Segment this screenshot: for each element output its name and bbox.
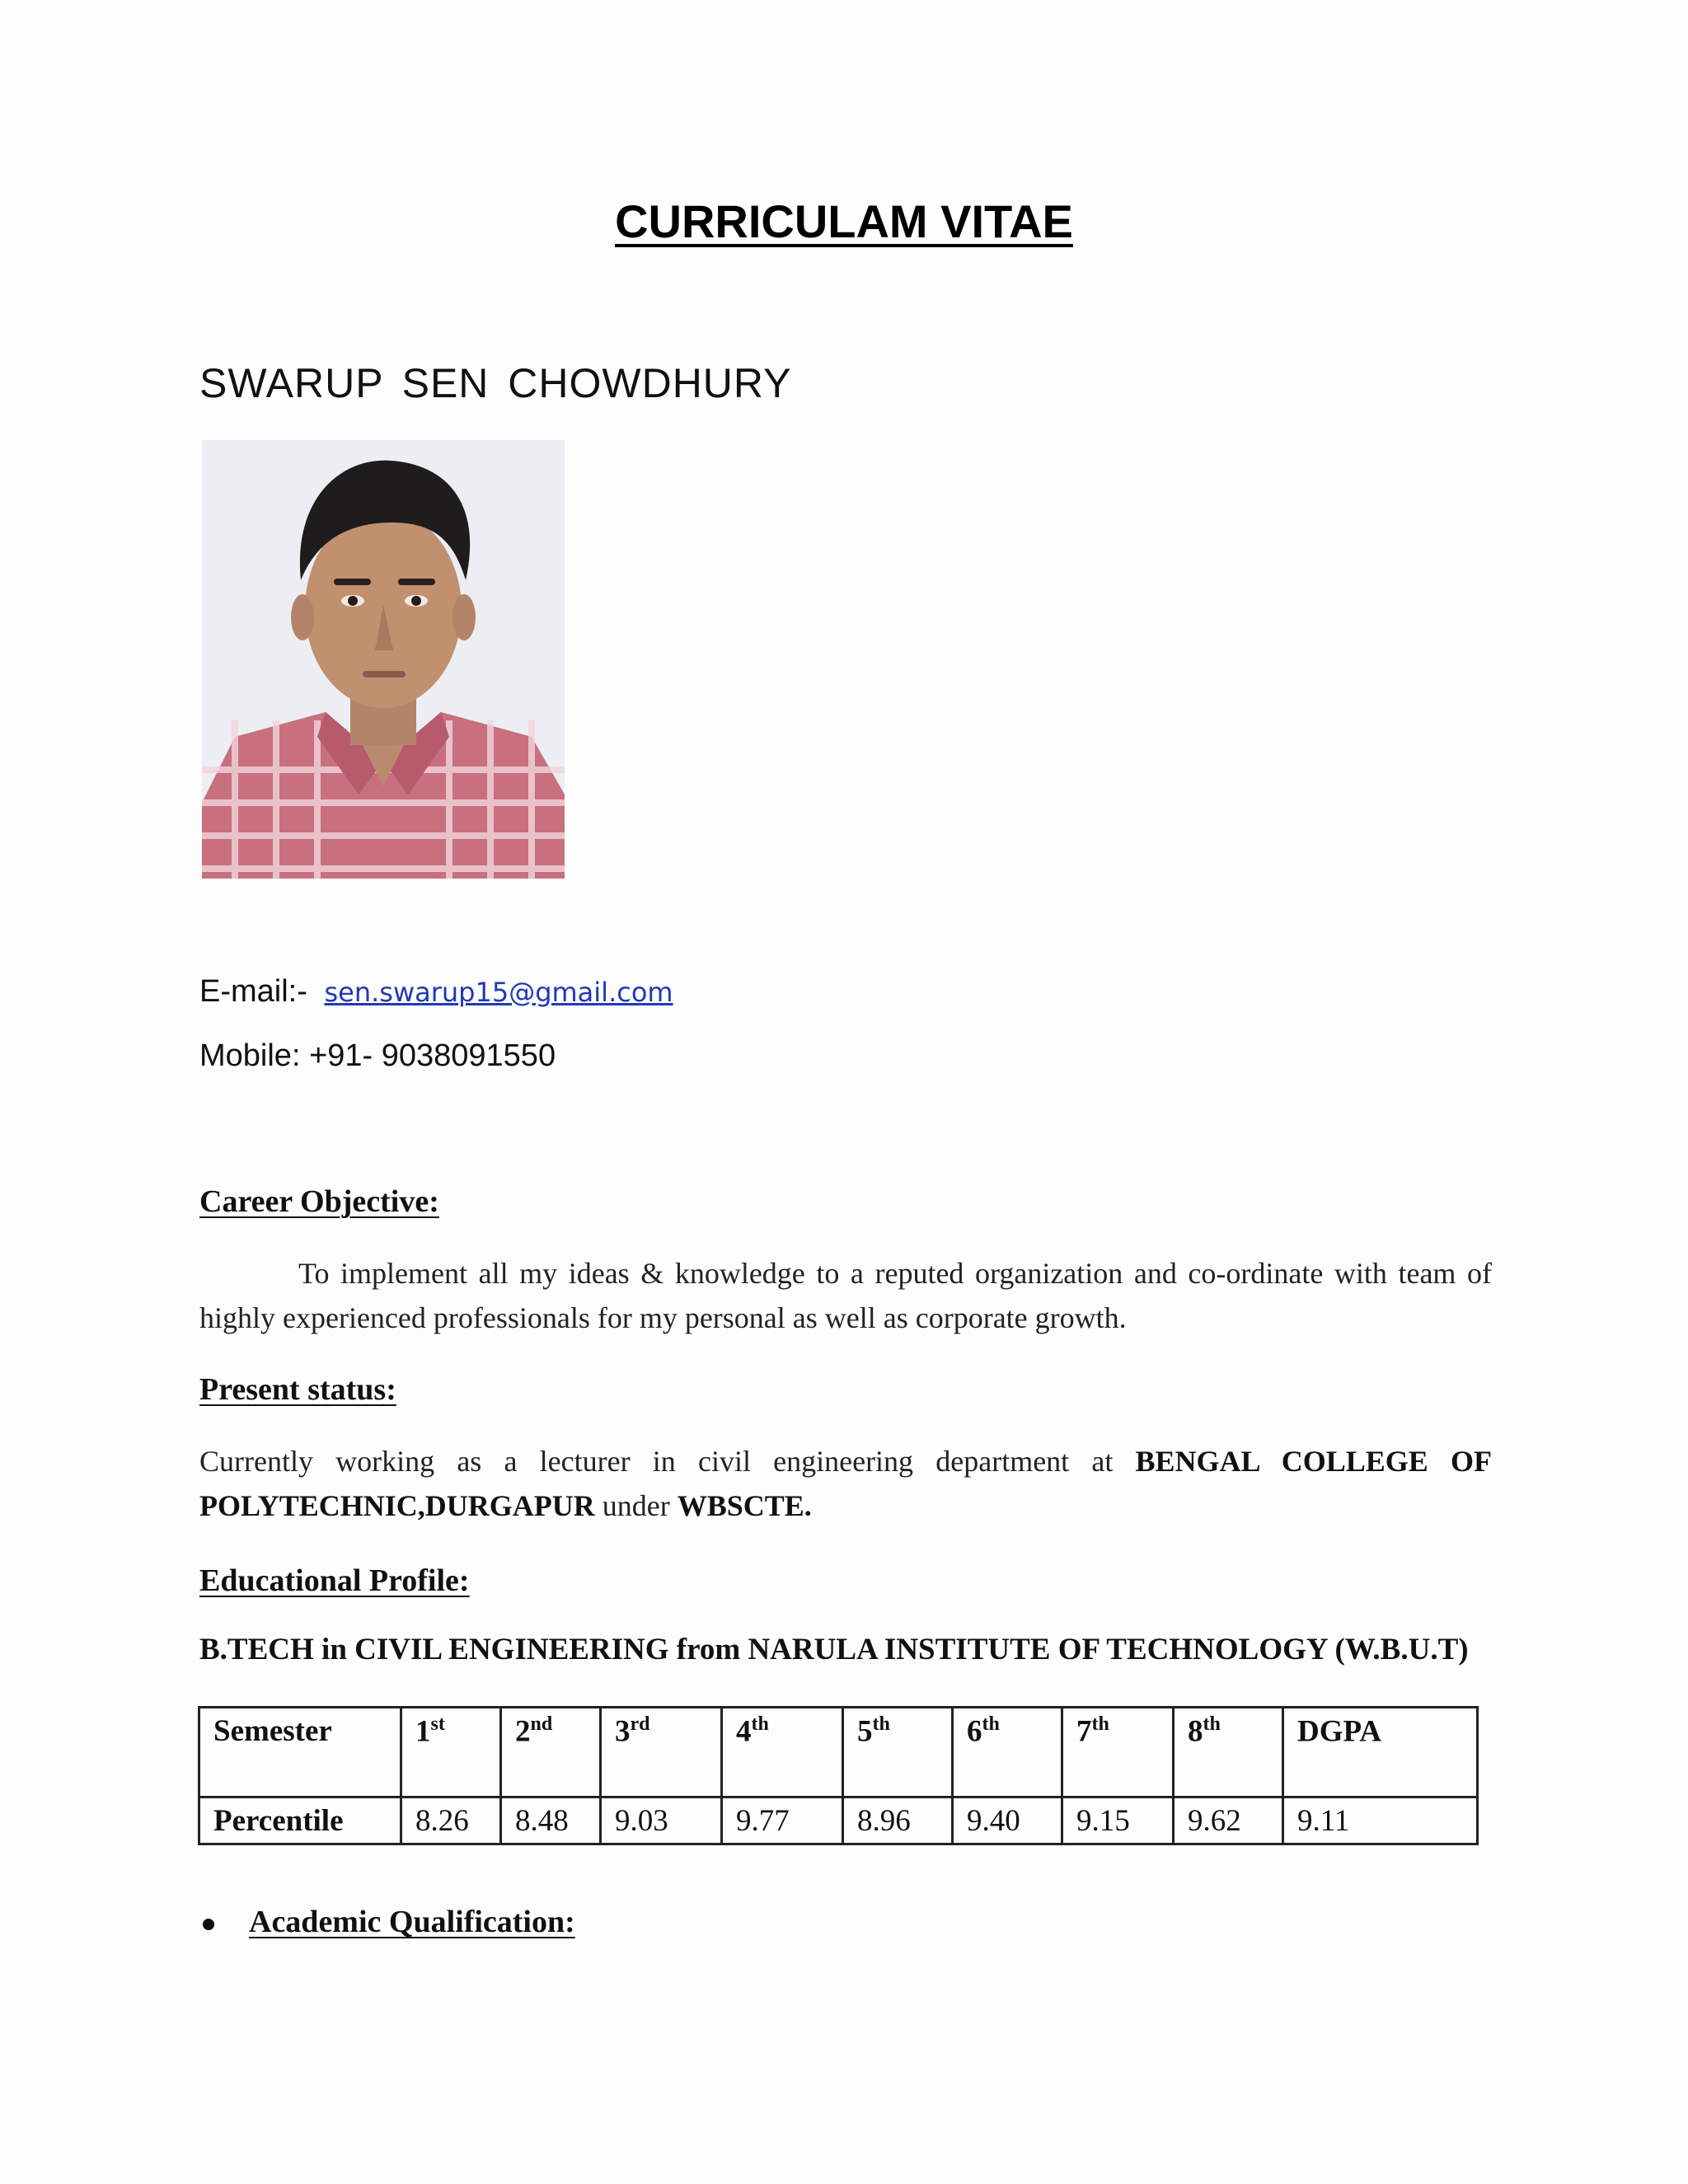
academic-qualification-heading: Academic Qualification:	[249, 1905, 575, 1939]
table-row	[199, 1797, 1478, 1844]
mobile-number: +91- 9038091550	[309, 1038, 556, 1073]
educational-profile-heading: Educational Profile:	[199, 1563, 470, 1598]
percentile-cell: 9.03	[601, 1797, 722, 1844]
semester-header: 1st	[401, 1708, 501, 1797]
email-row	[199, 974, 673, 1010]
mobile-row	[199, 1038, 556, 1074]
semester-header: 4th	[722, 1708, 843, 1797]
percentile-cell: 9.77	[722, 1797, 843, 1844]
semester-header: 2nd	[501, 1708, 601, 1797]
percentile-cell: 8.48	[501, 1797, 601, 1844]
degree-line: B.TECH in CIVIL ENGINEERING from NARULA INSTITUTE OF TECHNOLOGY (W.B.U.T)	[199, 1633, 1469, 1666]
dgpa-cell: 9.11	[1283, 1797, 1478, 1844]
career-objective-heading: Career Objective:	[199, 1184, 439, 1219]
present-status-text: Currently working as a lecturer in civil engineering department at BENGAL COLLEGE OF POLYTECHNIC,DURGAPUR under WBSCTE.	[199, 1445, 1492, 1522]
semester-header: 6th	[953, 1708, 1062, 1797]
candidate-name: SWARUP SEN CHOWDHURY	[199, 360, 792, 406]
semester-header: 8th	[1174, 1708, 1283, 1797]
percentile-cell: 8.26	[401, 1797, 501, 1844]
document-title: CURRICULAM VITAE	[615, 195, 1073, 247]
percentile-cell: 8.96	[843, 1797, 953, 1844]
academic-qualification-bullet	[199, 1904, 575, 1940]
table-row	[199, 1708, 1478, 1797]
percentile-cell: 9.40	[953, 1797, 1062, 1844]
row-label-semester: Semester	[199, 1708, 401, 1797]
row-label-percentile: Percentile	[199, 1797, 401, 1844]
semester-header: 5th	[843, 1708, 953, 1797]
career-objective-text: To implement all my ideas & knowledge to a reputed organization and co-ordinate with team of highly experienced professionals for my personal as well as corporate growth.	[199, 1257, 1492, 1334]
semester-grades-table	[198, 1706, 1479, 1845]
semester-header: 3rd	[601, 1708, 722, 1797]
profile-photo	[202, 440, 565, 879]
mobile-label: Mobile:	[199, 1038, 301, 1073]
bullet-icon	[203, 1919, 214, 1930]
percentile-cell: 9.62	[1174, 1797, 1283, 1844]
dgpa-header: DGPA	[1283, 1708, 1478, 1797]
email-link[interactable]: sen.swarup15@gmail.com	[324, 977, 673, 1008]
email-label: E-mail:-	[199, 974, 307, 1009]
semester-header: 7th	[1062, 1708, 1174, 1797]
present-status-heading: Present status:	[199, 1372, 396, 1407]
percentile-cell: 9.15	[1062, 1797, 1174, 1844]
